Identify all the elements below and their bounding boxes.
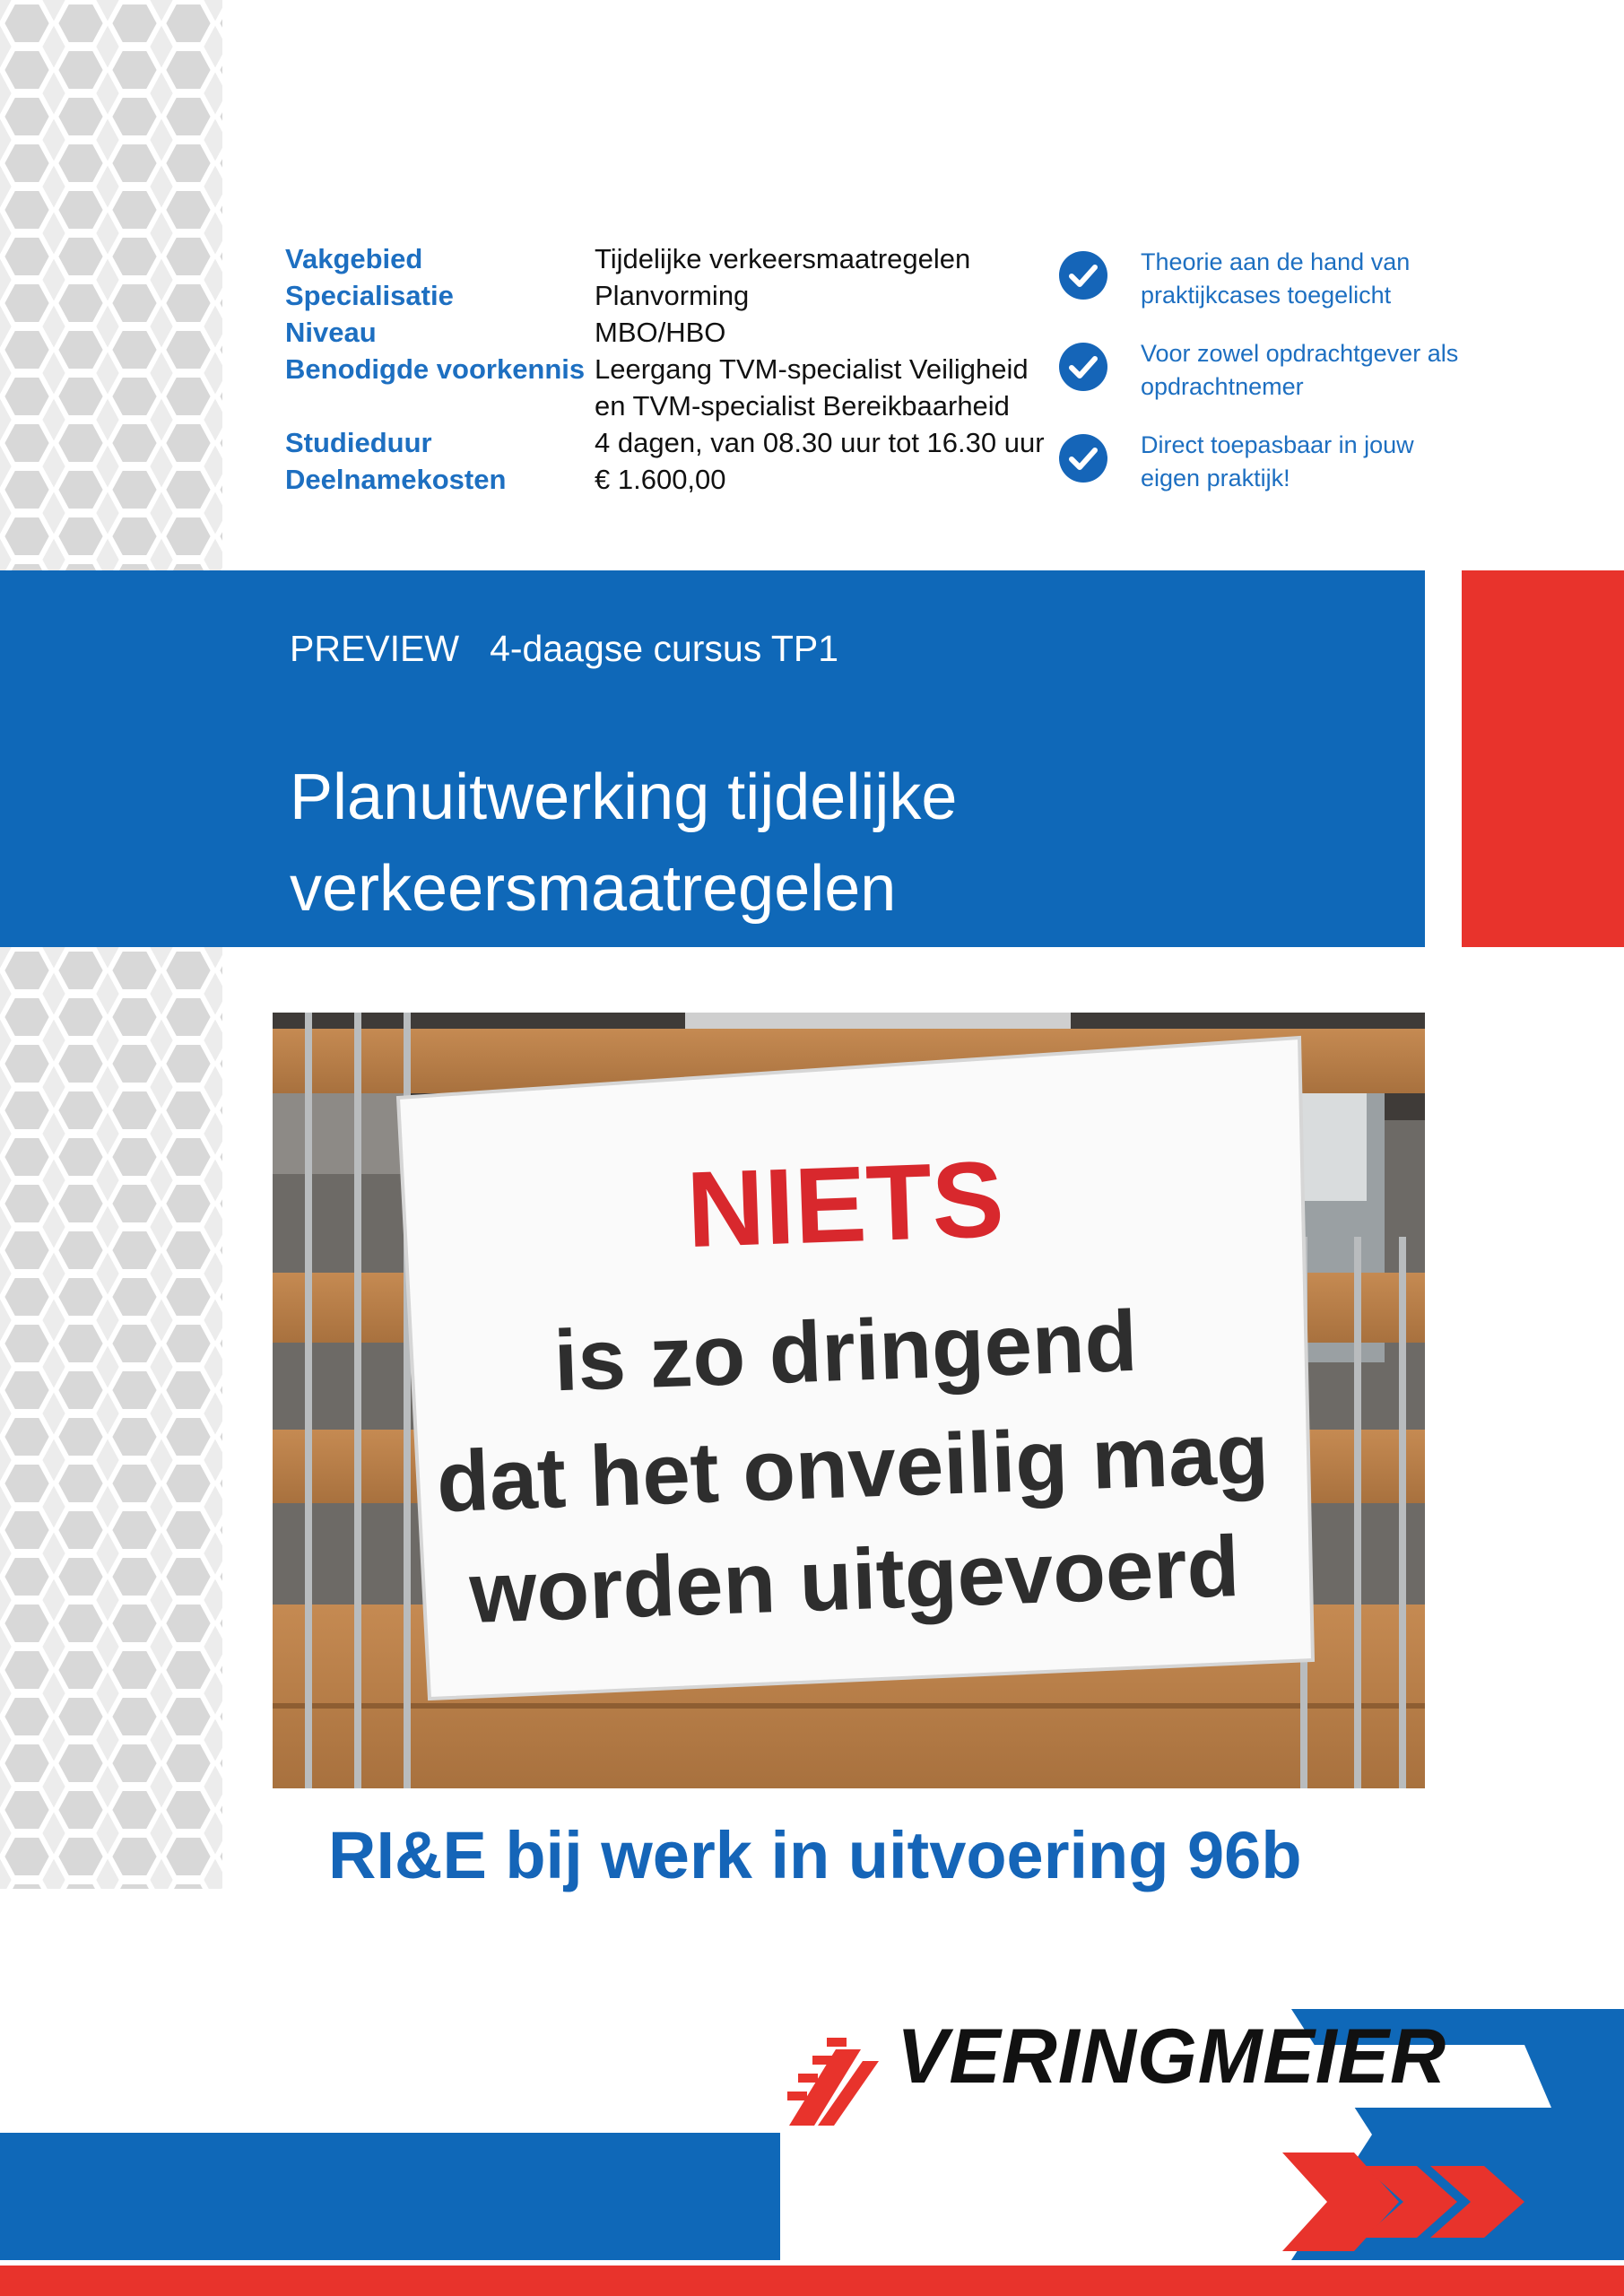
title-line: verkeersmaatregelen (290, 853, 897, 925)
benefit-item (1058, 429, 1542, 500)
brand-subtitle: opleidingen (825, 2144, 1232, 2217)
check-circle-icon (1058, 342, 1108, 392)
info-value: € 1.600,00 (595, 464, 726, 495)
hex-pattern-top (0, 0, 222, 570)
benefit-text (1141, 246, 1535, 312)
sign-line: worden uitgevoerd (467, 1518, 1241, 1641)
info-label: Specialisatie (285, 280, 454, 311)
benefit-line: Direct toepasbaar in jouw (1141, 431, 1414, 458)
info-label: Benodigde voorkennis (285, 353, 586, 385)
info-label: Studieduur (285, 427, 432, 458)
hex-pattern-bottom (0, 947, 222, 1889)
title-line: Planuitwerking tijdelijke (290, 761, 958, 833)
check-circle-icon (1058, 250, 1108, 300)
sign-line: is zo dringend (551, 1292, 1139, 1410)
benefit-line: eigen praktijk! (1141, 465, 1290, 491)
footer-red-band (0, 2266, 1624, 2296)
info-label: Deelnamekosten (285, 464, 507, 495)
subtitle: RI&E bij werk in uitvoering 96b (328, 1818, 1302, 1892)
benefit-line: Voor zowel opdrachtgever als (1141, 340, 1459, 367)
course-label: 4-daagse cursus TP1 (490, 628, 839, 669)
info-value: MBO/HBO (595, 317, 726, 348)
sign-line: dat het onveilig mag (435, 1405, 1271, 1531)
benefit-line: opdrachtnemer (1141, 373, 1304, 400)
preview-line (290, 628, 838, 670)
info-value: Planvorming (595, 280, 750, 311)
info-value: Tijdelijke verkeersmaatregelen (595, 243, 971, 274)
sign-line: NIETS (684, 1138, 1006, 1271)
benefit-text (1141, 429, 1535, 495)
benefit-text (1141, 337, 1535, 404)
info-value: en TVM-specialist Bereikbaarheid (595, 390, 1010, 422)
brand-name: VERINGMEIER (897, 2013, 1447, 2100)
red-accent-block (1462, 570, 1624, 947)
info-value: Leergang TVM-specialist Veiligheid (595, 353, 1029, 385)
veringmeier-logo (780, 2009, 1624, 2269)
info-label: Niveau (285, 317, 377, 348)
check-circle-icon (1058, 433, 1108, 483)
preview-label: PREVIEW (290, 628, 460, 669)
info-label: Vakgebied (285, 243, 423, 274)
page-title (290, 752, 1366, 935)
sign-photo (273, 1013, 1425, 1788)
benefit-line: praktijkcases toegelicht (1141, 282, 1392, 309)
info-value: 4 dagen, van 08.30 uur tot 16.30 uur (595, 427, 1045, 458)
benefit-item (1058, 246, 1542, 317)
benefit-item (1058, 337, 1542, 409)
benefit-line: Theorie aan de hand van (1141, 248, 1411, 275)
